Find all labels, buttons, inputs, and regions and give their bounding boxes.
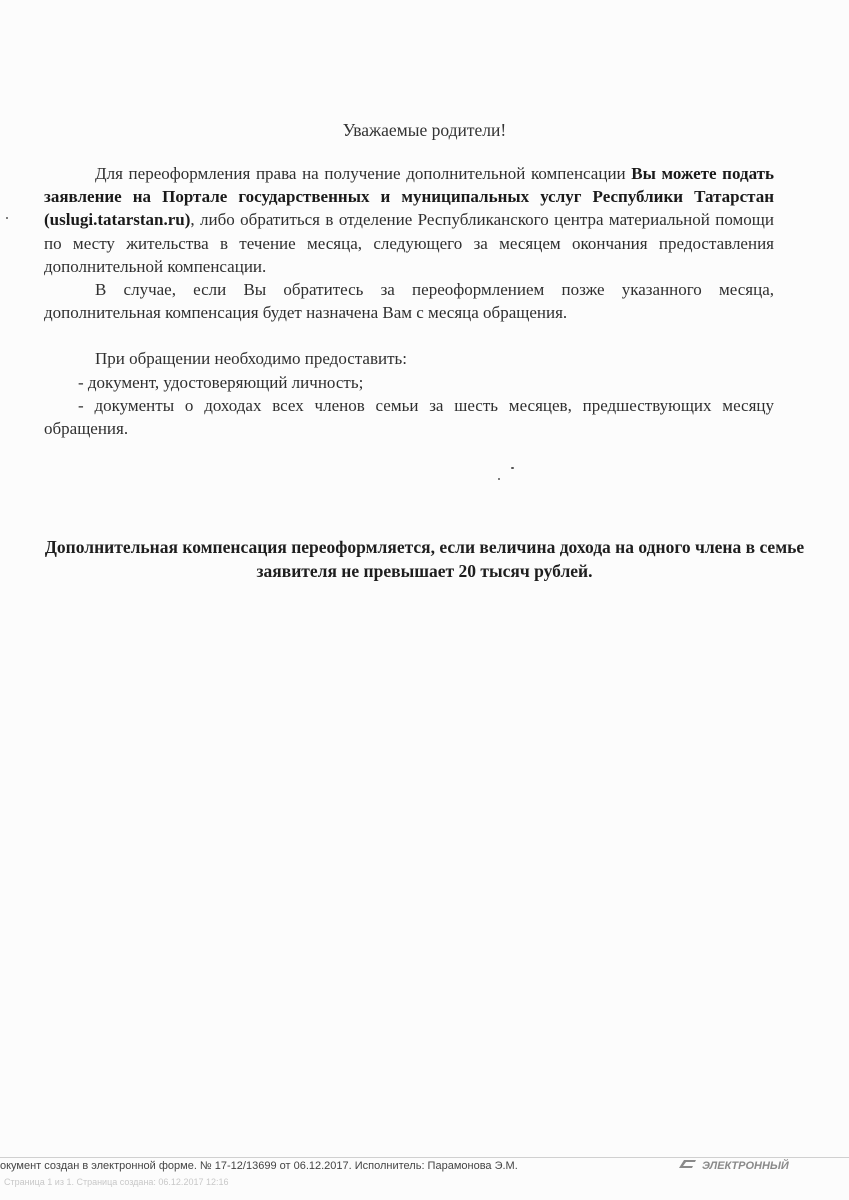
logo-icon: [676, 1158, 698, 1173]
document-body: [44, 162, 774, 440]
scan-speck: [498, 478, 500, 480]
paragraph-late-application: В случае, если Вы обратитесь за переоформлением позже указанного месяца, дополнительная компенсация будет назначена Вам с месяца обращения.: [44, 280, 774, 323]
paragraph-reissue-portal: Вы можете подать заявление на Портале государственных и муниципальных услуг Республики Татарстан (uslugi.tatarstan.ru): [44, 164, 774, 230]
income-threshold-notice: Дополнительная компенсация переоформляется, если величина дохода на одного члена в семье заявителя не превышает 20 тысяч рублей.: [44, 537, 805, 581]
scan-speck: [511, 467, 514, 469]
footer-logo: [676, 1158, 789, 1173]
logo-text: ЭЛЕКТРОННЫЙ: [702, 1159, 789, 1172]
requirement-item-id: - документ, удостоверяющий личность;: [78, 372, 364, 392]
paragraph-reissue-rest: , либо обратиться в отделение Республиканского центра материальной помощи по месту жительства в течение месяца, следующего за месяцем окончания предоставления дополнительной компенсации.: [44, 210, 774, 276]
scan-speck: [6, 217, 8, 219]
requirement-item-income: - документы о доходах всех членов семьи за шесть месяцев, предшествующих месяцу обращения.: [44, 395, 774, 439]
paragraph-reissue: [44, 162, 774, 278]
paragraph-reissue-intro: Для переоформления права на получение дополнительной компенсации: [95, 164, 632, 183]
footer-document-info: окумент создан в электронной форме. № 17-12/13699 от 06.12.2017. Исполнитель: Парамонова Э.М.: [0, 1160, 518, 1172]
document-heading: Уважаемые родители!: [342, 120, 507, 140]
requirements-intro: При обращении необходимо предоставить:: [95, 349, 408, 369]
footer-page-info: Страница 1 из 1. Страница создана: 06.12.2017 12:16: [4, 1177, 229, 1187]
